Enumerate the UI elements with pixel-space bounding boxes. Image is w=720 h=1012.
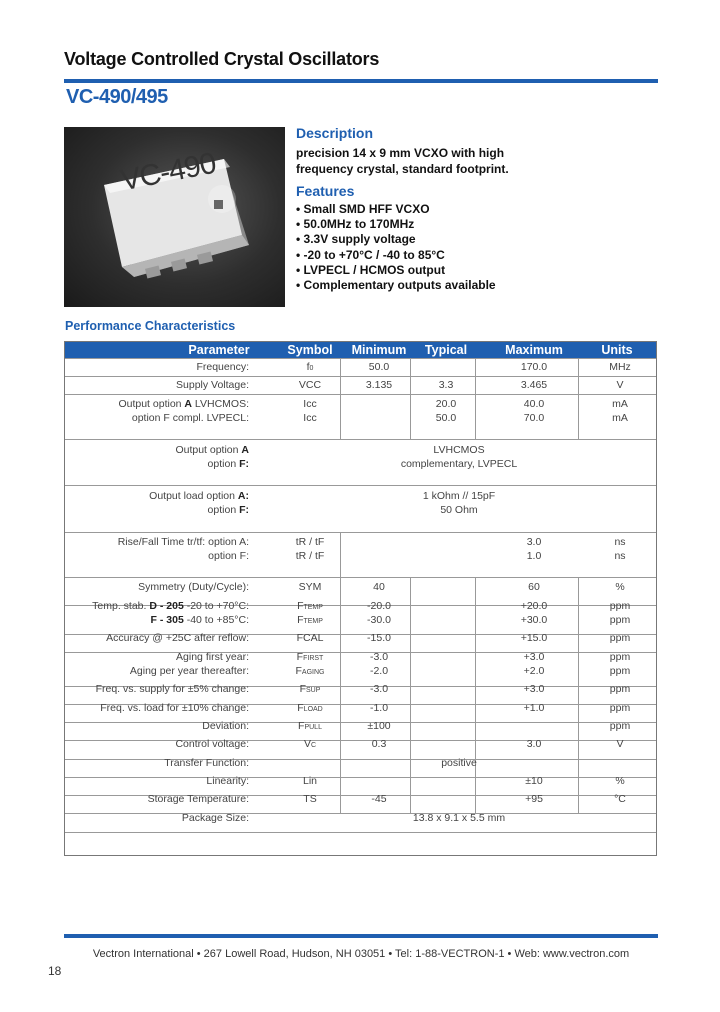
- minimum-cell: 3.135: [365, 379, 393, 391]
- symbol-text: F: [296, 651, 304, 663]
- symbol-cell: [275, 631, 345, 645]
- parameter-cell: [75, 599, 249, 613]
- description-line: precision 14 x 9 mm VCXO with high: [296, 146, 505, 160]
- header-rule: [64, 79, 658, 83]
- maximum-cell: 60: [528, 581, 540, 593]
- feature-item: • LVPECL / HCMOS output: [296, 262, 446, 277]
- parameter-cell: Freq. vs. load for ±10% change:: [100, 702, 249, 714]
- parameter-text: Output load option: [149, 490, 238, 502]
- units-cell: °C: [614, 793, 626, 805]
- units-cell: ppm: [609, 702, 631, 714]
- typical-cell: 20.0: [435, 398, 457, 410]
- parameter-cell: option F:: [208, 550, 249, 562]
- page-number: 18: [48, 964, 62, 978]
- parameter-cell: Freq. vs. supply for ±5% change:: [95, 683, 249, 695]
- minimum-cell: -30.0: [367, 614, 391, 626]
- maximum-cell: 1.0: [526, 550, 542, 562]
- maximum-cell: +3.0: [523, 651, 545, 663]
- footer-rule: [64, 934, 658, 938]
- parameter-cell: [75, 503, 249, 517]
- spanning-value-cell: LVHCMOS: [433, 444, 485, 456]
- maximum-cell: 3.465: [520, 379, 548, 391]
- symbol-cell: [275, 737, 345, 753]
- maximum-cell: ±10: [525, 775, 543, 787]
- units-cell: ns: [614, 536, 626, 548]
- feature-item: • Small SMD HFF VCXO: [296, 202, 430, 216]
- feature-item: • 50.0MHz to 170MHz: [296, 217, 415, 232]
- parameter-text: -20 to +70°C:: [183, 600, 249, 612]
- parameter-cell: Control voltage:: [175, 738, 249, 750]
- features-list: [296, 202, 496, 293]
- parameter-option: F:: [239, 504, 249, 516]
- description-heading: Description: [296, 125, 374, 141]
- symbol-text: tR / tF: [295, 536, 325, 548]
- maximum-cell: 70.0: [523, 412, 545, 424]
- typical-cell: 50.0: [435, 412, 457, 424]
- model-number: VC-490/495: [66, 86, 168, 108]
- maximum-cell: 3.0: [526, 536, 542, 548]
- symbol-cell: [275, 580, 345, 594]
- performance-table: [64, 341, 657, 856]
- page-title: Voltage Controlled Crystal Oscillators: [64, 49, 380, 69]
- symbol-text: V: [303, 738, 311, 750]
- maximum-cell: +15.0: [520, 632, 548, 644]
- minimum-cell: -1.0: [369, 702, 389, 714]
- maximum-cell: +30.0: [520, 614, 548, 626]
- row-divider: [65, 485, 656, 486]
- row-divider: [65, 358, 656, 359]
- parameter-cell: [75, 489, 249, 503]
- symbol-text: F: [298, 720, 305, 732]
- symbol-cell: [275, 549, 345, 563]
- maximum-cell: 3.0: [526, 738, 542, 750]
- symbol-cell: [275, 397, 345, 411]
- symbol-text: TS: [303, 793, 317, 805]
- column-header: Typical: [424, 343, 468, 357]
- parameter-text: LVHCMOS:: [192, 398, 249, 410]
- parameter-cell: Aging per year thereafter:: [129, 665, 249, 677]
- parameter-cell: [75, 443, 249, 457]
- symbol-subscript: TEMP: [303, 618, 323, 625]
- symbol-text: VCC: [298, 379, 322, 391]
- units-cell: ppm: [609, 600, 631, 612]
- maximum-cell: 40.0: [523, 398, 545, 410]
- symbol-cell: [275, 682, 345, 698]
- parameter-cell: Rise/Fall Time tr/tf: option A:: [117, 536, 249, 548]
- units-cell: mA: [612, 412, 628, 424]
- parameter-option: A: [241, 444, 249, 456]
- minimum-cell: 40: [373, 581, 385, 593]
- symbol-cell: [275, 792, 345, 806]
- parameter-cell: Deviation:: [202, 720, 249, 732]
- symbol-cell: [275, 378, 345, 392]
- symbol-text: F: [295, 665, 302, 677]
- parameter-cell: Frequency:: [196, 361, 249, 373]
- feature-item: • -20 to +70°C / -40 to 85°C: [296, 247, 445, 262]
- parameter-text: Temp. stab.: [92, 600, 150, 612]
- symbol-subscript: C: [310, 742, 317, 749]
- column-header: Units: [601, 343, 633, 357]
- parameter-cell: Linearity:: [206, 775, 249, 787]
- symbol-cell: [275, 701, 345, 717]
- feature-item: • Complementary outputs available: [296, 278, 496, 293]
- parameter-text: option: [207, 458, 240, 470]
- symbol-cell: [275, 719, 345, 735]
- symbol-subscript: 0: [309, 365, 314, 372]
- minimum-cell: -20.0: [367, 600, 391, 612]
- maximum-cell: +3.0: [523, 683, 545, 695]
- symbol-text: F: [297, 600, 304, 612]
- minimum-cell: 0.3: [371, 738, 387, 750]
- symbol-text: Icc: [303, 398, 317, 410]
- units-cell: mA: [612, 398, 628, 410]
- row-divider: [65, 376, 656, 377]
- minimum-cell: -3.0: [369, 683, 389, 695]
- spanning-value-cell: complementary, LVPECL: [400, 458, 518, 470]
- units-cell: ppm: [609, 632, 631, 644]
- parameter-text: option: [207, 504, 240, 516]
- description-line: frequency crystal, standard footprint.: [296, 162, 509, 176]
- units-cell: V: [616, 379, 624, 391]
- symbol-cell: [275, 535, 345, 549]
- maximum-cell: +1.0: [523, 702, 545, 714]
- column-header: Parameter: [188, 343, 250, 357]
- features-heading: Features: [296, 183, 355, 199]
- footer-contact: Vectron International • 267 Lowell Road, Hudson, NH 03051 • Tel: 1-88-VECTRON-1 • Web: www.vectron.com: [92, 948, 630, 960]
- symbol-subscript: AGING: [301, 669, 325, 676]
- symbol-cell: [275, 774, 345, 788]
- feature-item: • 3.3V supply voltage: [296, 232, 416, 247]
- parameter-option: A:: [237, 490, 249, 502]
- parameter-cell: Storage Temperature:: [147, 793, 249, 805]
- parameter-text: Output option: [175, 444, 242, 456]
- units-cell: ns: [614, 550, 626, 562]
- parameter-text: -40 to +85°C:: [183, 614, 249, 626]
- parameter-option: D - 205: [149, 600, 184, 612]
- parameter-option: F - 305: [150, 614, 184, 626]
- chip-marking: VC-490: [118, 146, 219, 198]
- row-divider: [65, 577, 656, 578]
- minimum-cell: ±100: [367, 720, 391, 732]
- spanning-value-cell: 50 Ohm: [440, 504, 478, 516]
- symbol-cell: [275, 664, 345, 680]
- symbol-text: FCAL: [296, 632, 324, 644]
- symbol-cell: [275, 411, 345, 425]
- parameter-cell: [75, 613, 249, 627]
- minimum-cell: -15.0: [367, 632, 391, 644]
- symbol-subscript: FIRST: [303, 655, 324, 662]
- units-cell: ppm: [609, 665, 631, 677]
- minimum-cell: -3.0: [369, 651, 389, 663]
- parameter-cell: Symmetry (Duty/Cycle):: [138, 581, 249, 593]
- column-divider: [475, 577, 476, 813]
- parameter-cell: Aging first year:: [176, 651, 249, 663]
- maximum-cell: 170.0: [520, 361, 548, 373]
- symbol-text: Lin: [302, 775, 317, 787]
- units-cell: V: [616, 738, 624, 750]
- row-divider: [65, 394, 656, 395]
- minimum-cell: -45: [371, 793, 387, 805]
- maximum-cell: +20.0: [520, 600, 548, 612]
- performance-heading: Performance Characteristics: [65, 319, 236, 333]
- units-cell: %: [615, 581, 625, 593]
- column-header: Symbol: [287, 343, 333, 357]
- parameter-option: F:: [239, 458, 249, 470]
- symbol-cell: [275, 360, 345, 376]
- units-cell: MHz: [609, 361, 631, 373]
- parameter-cell: Supply Voltage:: [176, 379, 249, 391]
- symbol-subscript: SUP: [306, 687, 321, 694]
- row-divider: [65, 832, 656, 833]
- column-header: Maximum: [505, 343, 563, 357]
- spanning-value-cell: positive: [441, 757, 477, 769]
- parameter-text: Output option: [118, 398, 185, 410]
- parameter-cell: Transfer Function:: [164, 757, 249, 769]
- symbol-text: f: [306, 361, 310, 373]
- column-header: Minimum: [351, 343, 407, 357]
- symbol-subscript: LOAD: [303, 706, 323, 713]
- product-photo: [64, 127, 285, 307]
- parameter-cell: Accuracy @ +25C after reflow:: [106, 632, 249, 644]
- parameter-option: A: [184, 398, 193, 410]
- parameter-cell: option F compl. LVPECL:: [131, 412, 249, 424]
- symbol-text: F: [299, 683, 306, 695]
- units-cell: ppm: [609, 651, 631, 663]
- description-text: [296, 145, 536, 177]
- minimum-cell: -2.0: [369, 665, 389, 677]
- symbol-subscript: TEMP: [303, 604, 323, 611]
- row-divider: [65, 532, 656, 533]
- units-cell: ppm: [609, 614, 631, 626]
- units-cell: %: [615, 775, 625, 787]
- parameter-cell: [75, 457, 249, 471]
- maximum-cell: +2.0: [523, 665, 545, 677]
- symbol-cell: [275, 613, 345, 629]
- units-cell: ppm: [609, 720, 631, 732]
- typical-cell: 3.3: [438, 379, 454, 391]
- minimum-cell: 50.0: [368, 361, 390, 373]
- symbol-text: F: [297, 614, 304, 626]
- parameter-cell: [75, 397, 249, 411]
- parameter-cell: Package Size:: [181, 812, 249, 824]
- spanning-value-cell: 1 kOhm // 15pF: [422, 490, 496, 502]
- symbol-text: SYM: [298, 581, 322, 593]
- symbol-text: tR / tF: [295, 550, 325, 562]
- table-header: [65, 342, 656, 358]
- symbol-subscript: PULL: [304, 724, 322, 731]
- symbol-text: F: [297, 702, 304, 714]
- maximum-cell: +95: [525, 793, 543, 805]
- units-cell: ppm: [609, 683, 631, 695]
- symbol-text: Icc: [303, 412, 317, 424]
- spanning-value-cell: 13.8 x 9.1 x 5.5 mm: [412, 812, 506, 824]
- row-divider: [65, 439, 656, 440]
